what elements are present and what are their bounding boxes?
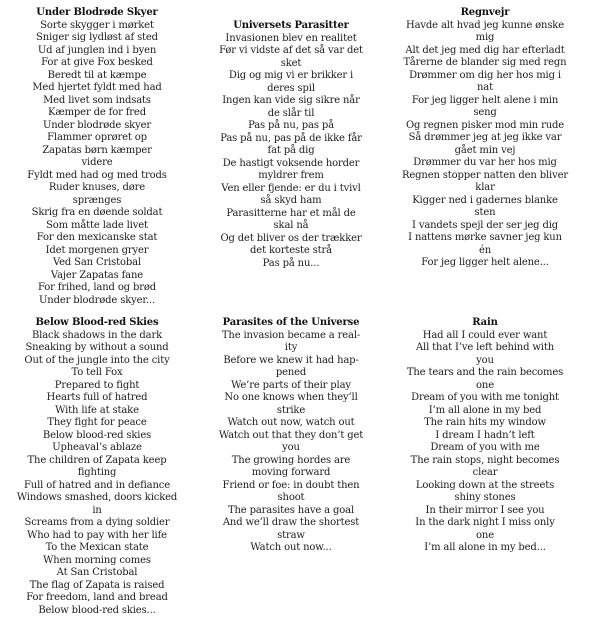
lyric-line: Watch out that they don’t get xyxy=(218,429,364,441)
lyric-line: straw xyxy=(277,529,305,541)
lyric-line: Under blodrøde skyer xyxy=(42,119,151,131)
lyric-line: In the dark night I miss only xyxy=(415,517,555,528)
lyric-line: you xyxy=(282,442,300,453)
lyric-line: Skrig fra en døende soldat xyxy=(31,207,163,218)
lyrics-body xyxy=(194,33,388,271)
lyric-line: Parasitterne har et mål de xyxy=(226,207,356,219)
lyric-line: To the Mexican state xyxy=(45,542,149,553)
lyric-line: Som måtte lade livet xyxy=(46,219,148,231)
lyric-line: Havde alt hvad jeg kunne ønske xyxy=(406,19,564,31)
lyric-line: Pas på nu, pas på de ikke får xyxy=(220,132,362,144)
song-title: Rain xyxy=(472,317,498,328)
lyrics-body xyxy=(0,330,194,618)
lyric-line: Watch out now, watch out xyxy=(227,417,355,428)
lyric-line: I’m all alone in my bed xyxy=(428,404,542,416)
lyric-line: Screams from a dying soldier xyxy=(24,517,170,528)
lyric-line: Invasionen blev en realitet xyxy=(225,32,357,44)
lyric-line: Og det bliver os der trækker xyxy=(220,232,362,244)
lyric-line: Who had to pay with her life xyxy=(27,529,167,541)
lyric-line: No one knows when they’ll xyxy=(224,392,358,403)
lyric-line: Tårerne de blander sig med regn xyxy=(403,57,567,68)
lyric-line: Sorte skygger i mørket xyxy=(40,19,154,31)
lyric-line: one xyxy=(476,529,494,541)
lyric-line: Før vi vidste af det så var det xyxy=(219,45,363,56)
lyric-line: I nattens mørke savner jeg kun xyxy=(408,232,562,243)
lyric-line: Looking down at the streets xyxy=(415,479,555,491)
lyrics-column-danish-1 xyxy=(0,7,194,317)
lyric-line: Kæmper de for fred xyxy=(48,107,146,118)
lyric-line: The flag of Zapata is raised xyxy=(29,579,165,591)
lyric-line: Upheaval’s ablaze xyxy=(52,442,142,453)
lyric-line: Fyldt med had og med trods xyxy=(27,169,167,181)
lyric-line: Below blood-red skies... xyxy=(38,604,156,616)
lyric-line: Drømmer du var her hos mig xyxy=(413,157,557,168)
lyric-line: one xyxy=(476,379,494,391)
lyric-line: clear xyxy=(472,467,498,478)
lyric-line: The parasites have a goal xyxy=(227,504,354,516)
lyric-line: Ingen kan vide sig sikre når xyxy=(222,95,360,106)
lyric-line: Dig og mig vi er brikker i xyxy=(228,70,354,81)
song-title: Under Blodrøde Skyer xyxy=(36,7,158,18)
lyric-line: Og regnen pisker mod min rude xyxy=(405,119,565,131)
lyric-line: Idet morgenen gryer xyxy=(45,244,149,256)
lyric-line: Out of the jungle into the city xyxy=(24,354,170,366)
lyric-line: Ud af junglen ind i byen xyxy=(37,44,157,56)
lyric-line: For at give Fox besked xyxy=(41,57,153,68)
lyrics-body xyxy=(0,20,194,308)
lyric-line: én xyxy=(478,244,492,256)
lyric-line: nat xyxy=(477,82,493,93)
lyrics-body xyxy=(388,330,582,555)
song-title: Universets Parasitter xyxy=(233,20,349,31)
lyric-line: Ruder knuses, døre xyxy=(48,182,146,193)
lyric-line: Vajer Zapatas fane xyxy=(50,269,144,281)
lyrics-body xyxy=(388,20,582,270)
lyric-line: strike xyxy=(276,404,306,416)
lyrics-body xyxy=(194,330,388,555)
lyric-line: Hearts full of hatred xyxy=(46,392,148,403)
lyric-line: skal nå xyxy=(273,220,309,231)
lyric-line: Watch out now... xyxy=(250,542,332,553)
lyric-line: We’re parts of their play xyxy=(231,379,351,391)
lyric-line: Before we knew it had hap- xyxy=(223,354,359,366)
lyric-line: Zapatas børn kæmper xyxy=(42,144,152,156)
lyric-line: myldrer frem xyxy=(258,170,324,181)
lyric-line: in xyxy=(92,504,102,516)
lyric-line: pened xyxy=(275,367,307,378)
lyric-line: mig xyxy=(475,32,495,43)
lyric-line: Black shadows in the dark xyxy=(31,329,162,341)
lyric-line: For jeg ligger helt alene... xyxy=(421,257,549,268)
lyric-line: For freedom, land and bread xyxy=(26,592,168,603)
lyric-line: I vandets spejl der ser jeg dig xyxy=(412,219,558,231)
lyric-line: gået min vej xyxy=(454,144,516,156)
lyric-line: you xyxy=(476,354,494,366)
lyric-line: Ved San Cristobal xyxy=(52,257,142,268)
song-title: Regnvejr xyxy=(460,7,510,18)
lyric-line: I’m all alone in my bed... xyxy=(424,542,546,553)
lyric-line: De hastigt voksende horder xyxy=(222,157,360,169)
lyric-line: Pas på nu, pas på xyxy=(248,120,334,131)
lyric-line: deres spil xyxy=(267,82,315,94)
lyric-line: det korteste strå xyxy=(250,245,332,256)
lyric-line: Under blodrøde skyer... xyxy=(39,294,155,306)
lyric-line: All that I’ve left behind with xyxy=(415,342,554,353)
lyrics-column-danish-3 xyxy=(388,7,582,317)
lyric-line: To tell Fox xyxy=(71,367,123,378)
lyric-line: I dream I hadn’t left xyxy=(435,429,535,441)
lyric-line: de slår til xyxy=(267,107,315,119)
lyric-line: sket xyxy=(280,57,302,69)
lyric-line: seng xyxy=(473,107,497,118)
lyric-line: sten xyxy=(474,207,496,218)
lyric-line: The invasion became a real- xyxy=(221,329,361,341)
lyric-line: Below blood-red skies xyxy=(42,429,152,441)
lyric-line: Kigger ned i gadernes blanke xyxy=(412,194,558,206)
lyric-line: For jeg ligger helt alene i min xyxy=(411,94,559,106)
lyric-line: And we’ll draw the shortest xyxy=(222,517,360,528)
song-title: Parasites of the Universe xyxy=(222,317,360,328)
lyric-line: The tears and the rain becomes xyxy=(406,367,564,378)
lyric-line: Beredt til at kæmpe xyxy=(47,69,147,81)
lyric-line: Drømmer om dig her hos mig i xyxy=(409,69,561,81)
lyric-line: shoot xyxy=(277,492,305,503)
lyric-line: In their mirror I see you xyxy=(425,504,545,516)
lyric-line: The rain stops, night becomes xyxy=(410,454,560,466)
lyric-line: Regnen stopper natten den bliver xyxy=(402,169,568,181)
lyric-line: sprænges xyxy=(72,194,122,206)
lyrics-column-english-3 xyxy=(388,317,582,617)
lyric-line: Alt det jeg med dig har efterladt xyxy=(405,44,565,56)
lyric-line: Så drømmer jeg at jeg ikke var xyxy=(408,132,562,143)
lyrics-column-danish-2 xyxy=(194,7,388,317)
lyric-line: The rain hits my window xyxy=(424,417,546,428)
lyric-line: Ven eller fjende: er du i tvivl xyxy=(221,182,361,194)
lyric-line: Had all I could ever want xyxy=(422,329,548,341)
lyric-line: Pas på nu... xyxy=(262,257,320,269)
lyric-line: ity xyxy=(284,342,298,353)
lyric-line: Sniger sig lydløst af sted xyxy=(36,32,158,43)
lyric-line: They fight for peace xyxy=(47,417,147,428)
lyric-line: Med hjertet fyldt med had xyxy=(32,82,162,93)
lyrics-column-english-1 xyxy=(0,317,194,617)
lyric-line: Sneaking by without a sound xyxy=(25,342,169,353)
lyric-line: The growing hordes are xyxy=(231,454,351,466)
lyric-line: Friend or foe: in doubt then xyxy=(222,479,360,491)
lyric-line: The children of Zapata keep xyxy=(27,454,167,466)
lyric-line: shiny stones xyxy=(454,492,516,503)
song-title: Below Blood-red Skies xyxy=(35,317,159,328)
lyric-line: For den mexicanske stat xyxy=(36,232,158,243)
lyric-line: At San Cristobal xyxy=(56,567,138,578)
lyric-line: Flammer oprøret op xyxy=(47,132,147,143)
lyric-line: With life at stake xyxy=(55,404,139,416)
lyrics-column-english-2 xyxy=(194,317,388,617)
lyric-line: Dream of you with me xyxy=(430,442,540,453)
lyric-line: Full of hatred and in defiance xyxy=(24,479,170,491)
lyric-line: moving forward xyxy=(251,467,331,478)
lyric-line: Windows smashed, doors kicked xyxy=(16,492,178,503)
lyric-line: For frihed, land og brød xyxy=(38,282,156,293)
lyric-line: Med livet som indsats xyxy=(43,94,151,106)
lyric-line: Prepared to fight xyxy=(54,379,140,391)
lyric-line: videre xyxy=(81,157,113,168)
lyric-line: klar xyxy=(475,182,495,193)
lyric-line: så skyd ham xyxy=(260,195,322,206)
lyric-line: fighting xyxy=(77,467,117,478)
lyric-line: fat på dig xyxy=(267,145,315,156)
lyric-line: When morning comes xyxy=(43,554,151,566)
lyric-line: Dream of you with me tonight xyxy=(411,392,559,403)
